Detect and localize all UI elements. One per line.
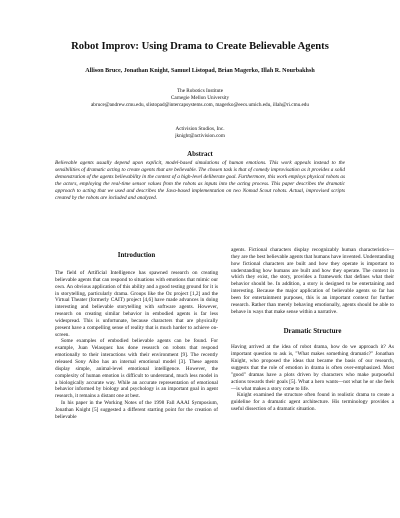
affiliation-robotics-institute (20, 88, 380, 109)
intro-paragraph: Some examples of embodied believable agents can be found. For example, Juan Velasquez has done research on robots that respond emotionally to their interactions with their environment [9]. The recently released Sony Aibo has an internal emotional model [3]. These agents display simple, animal-level emotional intelligence. However, the complexity of human emotion is difficult to understand, much less model in a biologically accurate way. While an accurate representation of emotional behavior informed by biology and psychology is an important goal in agent research, it remains a distant one at best. (55, 338, 218, 400)
right-column (231, 247, 394, 413)
dramatic-paragraph: Having arrived at the idea of robot drama, how do we approach it? As important question to ask is, "What makes something dramatic?" Jonathan Knight, who proposed the ideas that became the basis of our research, suggests that the role of emotion in drama is often over-emphasized. Most "good" dramas have a plots driven by characters who make purposeful actions towards their goals [5]. What a hero wants—not what he or she feels—is what makes a story come to life. (231, 344, 394, 392)
abstract-body: Believable agents usually depend upon explicit, model-based simulations of human emotions. This work appeals instead to the sensibilities of dramatic acting to create agents that are believable. The chosen task is that of comedy improvisation as it provides a solid demonstration of the agents believability in the context of a high-level deliberate goal. Furthermore, this work employs physical robots as the actors, employing the real-time sensor values from the robots as inputs into the acting process. This paper describes the dramatic approach to acting that we used and describes the Java-based implementation on two Nomad Scout robots. Actual, improvised scripts created by the robots are included and analyzed. (55, 160, 345, 201)
paper-title: Robot Improv: Using Drama to Create Believable Agents (71, 41, 329, 52)
intro-paragraph: The field of Artificial Intelligence has spawned research on creating believable agents that can respond to situations with emotions that mimic our own. An obvious application of this ability and a good testing ground for it is in storytelling, particularly drama. Groups like the Oz project [1,2] and the Virtual Theater (formerly CAIT) project [4,6] have made advances in doing interesting and believable storytelling with software agents. However, research on creating similar behavior in embodied agents is far less widespread. This is unfortunate, because characters that are physically present have a compelling sense of reality that is much harder to achieve on-screen. (55, 270, 218, 338)
abstract-heading: Abstract (187, 151, 213, 158)
left-column (55, 251, 218, 421)
affiliation-line: The Robotics Institute (176, 88, 224, 94)
intro-continuation: agents. Fictional characters display recognizably human characteristics—they are the best believable agents that humans have invented. Understanding how fictional characters are built and how they operate is important to understanding how humans are built and how they operate. The context in which they exist, the story, provides a framework that defines what their behavior should be. In addition, a story is designed to be entertaining and interesting. Because the major application of believable agents so far has been for entertainment purposes, this is an important context for further research. Rather than merely behaving emotionally, agents should be able to behave in ways that make sense within a narrative. (231, 247, 394, 315)
affiliation-line: Activision Studios, Inc. (175, 126, 225, 132)
dramatic-structure-heading: Dramatic Structure (283, 328, 342, 336)
affiliation-line: Carnegie Mellon University (170, 95, 230, 101)
introduction-heading: Introduction (117, 252, 156, 259)
dramatic-paragraph: Knight examined the structure often found in realistic drama to create a guideline for a dramatic agent architecture. His terminology provides a useful dissection of a dramatic situation. (231, 392, 394, 413)
affiliation-activision (20, 126, 380, 140)
intro-paragraph: In his paper in the Working Notes of the 1998 Fall AAAI Symposium, Jonathan Knight [5] suggested a different starting point for the creation of believable (55, 400, 218, 420)
author-emails: abruce@andrew.cmu.edu, slistopad@intercapsystems.com, magerko@eecs.umich.edu, illah@ri.cmu.edu (91, 102, 309, 108)
author-list: Allison Bruce, Jonathan Knight, Samuel Listopad, Brian Magerko, Illah R. Nourbakhsh (85, 68, 315, 74)
author-email: jknight@activision.com (175, 133, 225, 139)
